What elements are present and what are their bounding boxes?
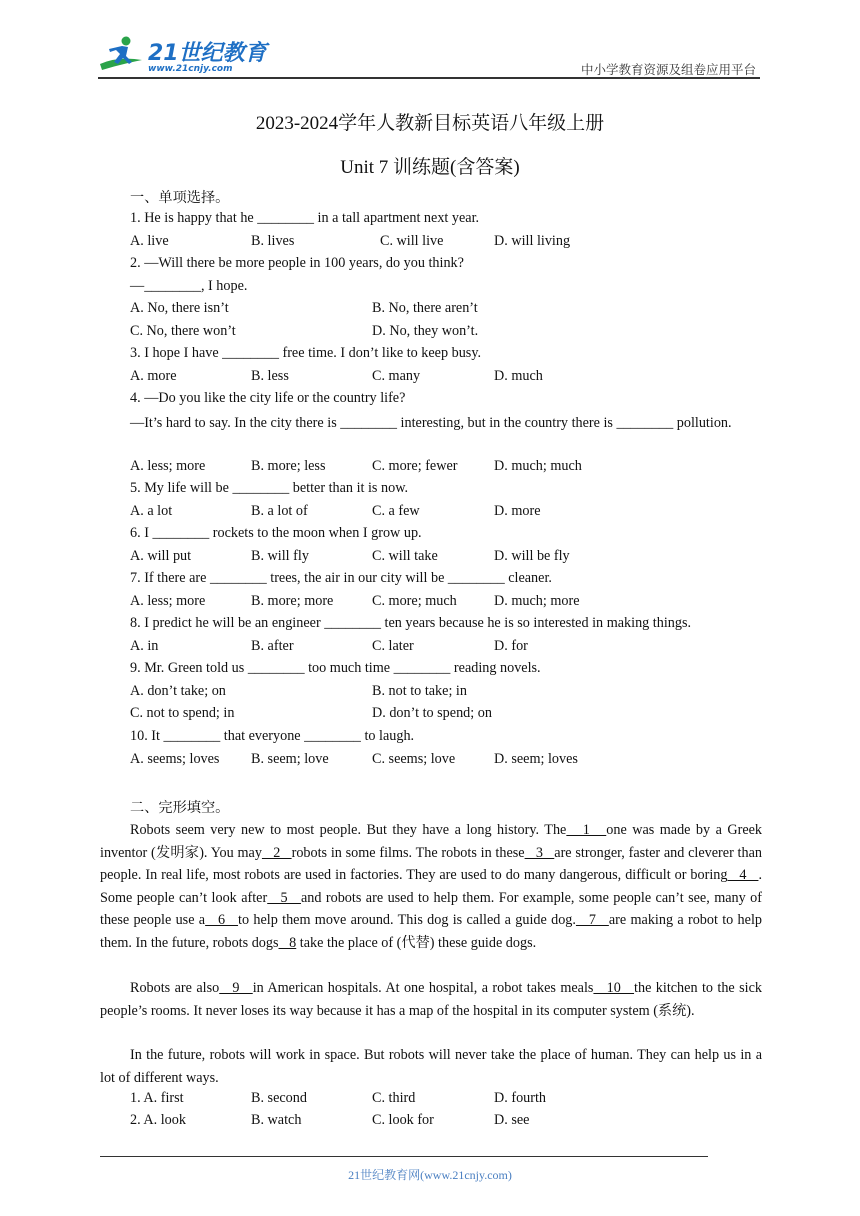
document-subtitle: Unit 7 训练题(含答案): [340, 157, 520, 178]
page-header: [98, 30, 760, 80]
option: A. No, there isn’t: [130, 300, 229, 316]
option: D. more: [494, 503, 541, 519]
option: A. in: [130, 638, 159, 654]
option: C. third: [372, 1090, 416, 1106]
blank-10: 10: [593, 980, 635, 996]
option: B. a lot of: [251, 503, 308, 519]
footer-link[interactable]: 21世纪教育网(www.21cnjy.com): [348, 1168, 512, 1182]
option: B. lives: [251, 233, 295, 249]
option: C. many: [372, 368, 421, 384]
option: B. more; less: [251, 458, 326, 474]
option: B. not to take; in: [372, 683, 467, 699]
logo-brand: 21世纪教育: [148, 41, 267, 66]
blank-4: 4: [727, 867, 759, 883]
option: A. seems; loves: [130, 751, 220, 767]
blank-6: 6: [205, 912, 239, 928]
blank-1: 1: [566, 822, 607, 838]
question-stem: 1. He is happy that he ________ in a tall apartment next year.: [130, 210, 480, 226]
option: B. less: [251, 368, 289, 384]
option: C. not to spend; in: [130, 705, 235, 721]
question-stem: 4. —Do you like the city life or the country life?: [130, 390, 406, 406]
option: C. more; fewer: [372, 458, 458, 474]
option: D. don’t to spend; on: [372, 705, 492, 721]
blank-2: 2: [261, 844, 292, 861]
option: A. live: [130, 233, 169, 249]
option: A. will put: [130, 548, 192, 564]
question-stem: 8. I predict he will be an engineer ________ ten years because he is so interested in making things.: [130, 615, 692, 631]
question-stem: 9. Mr. Green told us ________ too much time ________ reading novels.: [130, 660, 541, 676]
logo-url: www.21cnjy.com: [148, 64, 233, 74]
option: B. more; more: [251, 593, 334, 609]
option: A. less; more: [130, 593, 206, 609]
section-heading: 一、单项选择。: [130, 190, 230, 206]
option: D. for: [494, 638, 528, 654]
option: D. seem; loves: [494, 751, 578, 767]
option: D. will be fly: [494, 548, 570, 564]
document-title: 2023-2024学年人教新目标英语八年级上册: [255, 113, 605, 134]
question-stem: 6. I ________ rockets to the moon when I grow up.: [130, 525, 422, 541]
question-stem-line2: —________, I hope.: [130, 278, 248, 294]
question-stem: 10. It ________ that everyone ________ to laugh.: [130, 728, 415, 744]
cloze-paragraph-1: Robots seem very new to most people. But they have a long history. The 1 one was made by a Greek inventor (发明家). You may 2 robots in some films. The robots in these 3 are stronger, faster and cleverer than people. In real life, most robots are used in factories. They are used to do many dangerous, difficult or boring 4 . Some people can’t look after 5 and robots are used to help them. For example, some people can’t see, many of these people use a 6 to help them move around. This dog is called a guide dog. 7 are making a robot to help them. In the future, robots dogs 8 take the place of (代替) these guide dogs.: [100, 822, 763, 951]
question-stem-line2: —It’s hard to say. In the city there is ________ interesting, but in the country there is ________ pollution.: [130, 415, 732, 431]
option: A. less; more: [130, 458, 206, 474]
option: B. No, there aren’t: [372, 300, 478, 316]
blank-8: 8: [278, 934, 297, 951]
blank-9: 9: [219, 980, 253, 996]
option: C. more; much: [372, 593, 457, 609]
option: B. watch: [251, 1112, 302, 1128]
option: C. will live: [380, 233, 444, 249]
option: C. a few: [372, 503, 420, 519]
option: A. don’t take; on: [130, 683, 226, 699]
header-tagline: 中小学教育资源及组卷应用平台: [580, 63, 756, 77]
cloze-paragraph-3: In the future, robots will work in space. But robots will never take the place of human. They can help us in a lot of different ways.: [100, 1047, 762, 1086]
option: D. fourth: [494, 1090, 547, 1106]
blank-3: 3: [524, 844, 555, 861]
option: A. more: [130, 368, 177, 384]
option: C. later: [372, 638, 414, 654]
section-heading: 二、完形填空。: [130, 800, 230, 816]
option: D. see: [494, 1112, 530, 1128]
question-stem: 3. I hope I have ________ free time. I don’t like to keep busy.: [130, 345, 482, 361]
runner-logo-icon: [98, 34, 146, 76]
question-stem: 5. My life will be ________ better than it is now.: [130, 480, 409, 496]
option: C. will take: [372, 548, 438, 564]
option: 2. A. look: [130, 1112, 186, 1128]
option: D. much; more: [494, 593, 580, 609]
header-divider: [98, 77, 760, 79]
blank-5: 5: [267, 889, 301, 906]
option: B. seem; love: [251, 751, 329, 767]
logo: [98, 34, 267, 76]
option: C. seems; love: [372, 751, 456, 767]
cloze-paragraph-2: Robots are also 9 in American hospitals. At one hospital, a robot takes meals 10 the kitchen to the sick people’s rooms. It never loses its way because it has a map of the hospital in its computer system (系统).: [100, 980, 762, 1019]
option: C. look for: [372, 1112, 434, 1128]
option: A. a lot: [130, 503, 173, 519]
option: C. No, there won’t: [130, 323, 236, 339]
question-stem: 7. If there are ________ trees, the air in our city will be ________ cleaner.: [130, 570, 552, 586]
option: D. much; much: [494, 458, 582, 474]
option: 1. A. first: [130, 1090, 184, 1106]
question-stem: 2. —Will there be more people in 100 years, do you think?: [130, 255, 464, 271]
blank-7: 7: [575, 912, 609, 928]
footer-divider: [100, 1156, 708, 1157]
option: D. much: [494, 368, 543, 384]
option: B. will fly: [251, 548, 309, 564]
option: B. after: [251, 638, 294, 654]
option: B. second: [251, 1090, 307, 1106]
option: D. will living: [494, 233, 571, 249]
option: D. No, they won’t.: [372, 323, 479, 339]
